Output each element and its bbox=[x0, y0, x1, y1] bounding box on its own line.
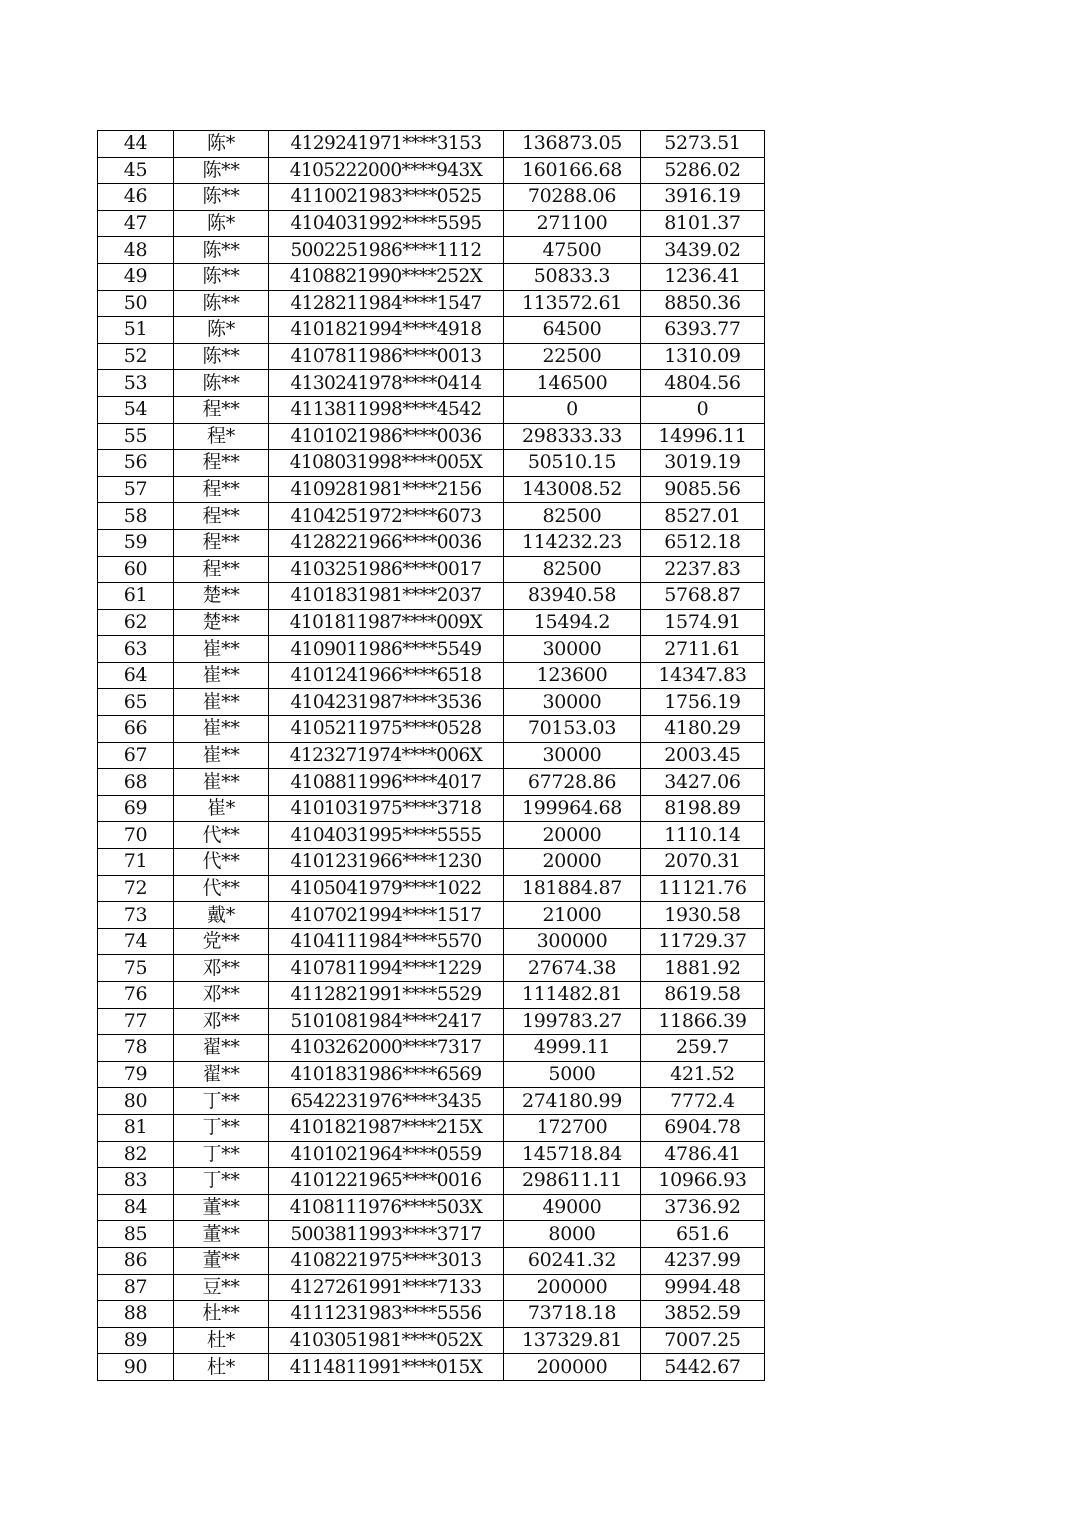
interest-cell: 1756.19 bbox=[641, 689, 765, 716]
name-cell: 董** bbox=[174, 1194, 269, 1221]
table-row bbox=[98, 450, 765, 477]
interest-cell: 3852.59 bbox=[641, 1301, 765, 1328]
name-cell: 陈* bbox=[174, 131, 269, 158]
id-number-cell: 4105041979****1022 bbox=[269, 875, 504, 902]
name-cell: 崔** bbox=[174, 742, 269, 769]
amount-cell: 47500 bbox=[504, 237, 641, 264]
interest-cell: 3427.06 bbox=[641, 769, 765, 796]
interest-cell: 5768.87 bbox=[641, 583, 765, 610]
interest-cell: 14347.83 bbox=[641, 662, 765, 689]
id-number-cell: 4123271974****006X bbox=[269, 742, 504, 769]
table-row bbox=[98, 343, 765, 370]
name-cell: 代** bbox=[174, 875, 269, 902]
amount-cell: 199783.27 bbox=[504, 1008, 641, 1035]
name-cell: 董** bbox=[174, 1221, 269, 1248]
row-number-cell: 71 bbox=[98, 849, 174, 876]
row-number-cell: 76 bbox=[98, 982, 174, 1009]
row-number-cell: 62 bbox=[98, 609, 174, 636]
table-row bbox=[98, 662, 765, 689]
name-cell: 崔** bbox=[174, 689, 269, 716]
amount-cell: 20000 bbox=[504, 849, 641, 876]
amount-cell: 200000 bbox=[504, 1274, 641, 1301]
row-number-cell: 57 bbox=[98, 476, 174, 503]
id-number-cell: 4101811987****009X bbox=[269, 609, 504, 636]
id-number-cell: 4104231987****3536 bbox=[269, 689, 504, 716]
amount-cell: 160166.68 bbox=[504, 157, 641, 184]
row-number-cell: 89 bbox=[98, 1327, 174, 1354]
amount-cell: 199964.68 bbox=[504, 795, 641, 822]
table-row bbox=[98, 290, 765, 317]
table-row bbox=[98, 423, 765, 450]
amount-cell: 300000 bbox=[504, 928, 641, 955]
id-number-cell: 4104031995****5555 bbox=[269, 822, 504, 849]
row-number-cell: 50 bbox=[98, 290, 174, 317]
interest-cell: 1310.09 bbox=[641, 343, 765, 370]
row-number-cell: 78 bbox=[98, 1035, 174, 1062]
id-number-cell: 4101221965****0016 bbox=[269, 1168, 504, 1195]
table-row bbox=[98, 1114, 765, 1141]
amount-cell: 4999.11 bbox=[504, 1035, 641, 1062]
table-row bbox=[98, 210, 765, 237]
name-cell: 陈** bbox=[174, 263, 269, 290]
id-number-cell: 4104031992****5595 bbox=[269, 210, 504, 237]
interest-cell: 5442.67 bbox=[641, 1354, 765, 1381]
row-number-cell: 47 bbox=[98, 210, 174, 237]
row-number-cell: 63 bbox=[98, 636, 174, 663]
interest-cell: 1881.92 bbox=[641, 955, 765, 982]
row-number-cell: 90 bbox=[98, 1354, 174, 1381]
id-number-cell: 4103251986****0017 bbox=[269, 556, 504, 583]
interest-cell: 2070.31 bbox=[641, 849, 765, 876]
row-number-cell: 80 bbox=[98, 1088, 174, 1115]
table-row bbox=[98, 1008, 765, 1035]
interest-cell: 1236.41 bbox=[641, 263, 765, 290]
name-cell: 翟** bbox=[174, 1035, 269, 1062]
row-number-cell: 85 bbox=[98, 1221, 174, 1248]
id-number-cell: 4103051981****052X bbox=[269, 1327, 504, 1354]
row-number-cell: 61 bbox=[98, 583, 174, 610]
interest-cell: 2237.83 bbox=[641, 556, 765, 583]
interest-cell: 7772.4 bbox=[641, 1088, 765, 1115]
amount-cell: 113572.61 bbox=[504, 290, 641, 317]
interest-cell: 6393.77 bbox=[641, 317, 765, 344]
name-cell: 代** bbox=[174, 822, 269, 849]
name-cell: 邓** bbox=[174, 955, 269, 982]
table-row bbox=[98, 902, 765, 929]
row-number-cell: 83 bbox=[98, 1168, 174, 1195]
id-number-cell: 4101831981****2037 bbox=[269, 583, 504, 610]
interest-cell: 5273.51 bbox=[641, 131, 765, 158]
row-number-cell: 69 bbox=[98, 795, 174, 822]
row-number-cell: 56 bbox=[98, 450, 174, 477]
amount-cell: 136873.05 bbox=[504, 131, 641, 158]
id-number-cell: 4101231966****1230 bbox=[269, 849, 504, 876]
table-row bbox=[98, 822, 765, 849]
table-row bbox=[98, 849, 765, 876]
row-number-cell: 53 bbox=[98, 370, 174, 397]
interest-cell: 9994.48 bbox=[641, 1274, 765, 1301]
table-row bbox=[98, 875, 765, 902]
row-number-cell: 46 bbox=[98, 184, 174, 211]
name-cell: 陈** bbox=[174, 370, 269, 397]
interest-cell: 4180.29 bbox=[641, 716, 765, 743]
id-number-cell: 4108221975****3013 bbox=[269, 1247, 504, 1274]
row-number-cell: 67 bbox=[98, 742, 174, 769]
row-number-cell: 59 bbox=[98, 529, 174, 556]
id-number-cell: 4104111984****5570 bbox=[269, 928, 504, 955]
amount-cell: 30000 bbox=[504, 689, 641, 716]
name-cell: 程* bbox=[174, 423, 269, 450]
row-number-cell: 72 bbox=[98, 875, 174, 902]
table-row bbox=[98, 795, 765, 822]
interest-cell: 8101.37 bbox=[641, 210, 765, 237]
id-number-cell: 4112821991****5529 bbox=[269, 982, 504, 1009]
interest-cell: 2003.45 bbox=[641, 742, 765, 769]
name-cell: 陈** bbox=[174, 157, 269, 184]
interest-cell: 1574.91 bbox=[641, 609, 765, 636]
table-row bbox=[98, 769, 765, 796]
row-number-cell: 48 bbox=[98, 237, 174, 264]
name-cell: 楚** bbox=[174, 583, 269, 610]
interest-cell: 6904.78 bbox=[641, 1114, 765, 1141]
id-number-cell: 4110021983****0525 bbox=[269, 184, 504, 211]
amount-cell: 21000 bbox=[504, 902, 641, 929]
amount-cell: 15494.2 bbox=[504, 609, 641, 636]
name-cell: 程** bbox=[174, 450, 269, 477]
amount-cell: 145718.84 bbox=[504, 1141, 641, 1168]
amount-cell: 172700 bbox=[504, 1114, 641, 1141]
amount-cell: 30000 bbox=[504, 742, 641, 769]
interest-cell: 3736.92 bbox=[641, 1194, 765, 1221]
interest-cell: 8619.58 bbox=[641, 982, 765, 1009]
table-row bbox=[98, 1194, 765, 1221]
amount-cell: 50510.15 bbox=[504, 450, 641, 477]
table-row bbox=[98, 529, 765, 556]
table-row bbox=[98, 396, 765, 423]
amount-cell: 298611.11 bbox=[504, 1168, 641, 1195]
table-row bbox=[98, 1035, 765, 1062]
amount-cell: 64500 bbox=[504, 317, 641, 344]
id-number-cell: 4114811991****015X bbox=[269, 1354, 504, 1381]
interest-cell: 1930.58 bbox=[641, 902, 765, 929]
amount-cell: 0 bbox=[504, 396, 641, 423]
id-number-cell: 4108031998****005X bbox=[269, 450, 504, 477]
interest-cell: 8527.01 bbox=[641, 503, 765, 530]
name-cell: 崔** bbox=[174, 636, 269, 663]
row-number-cell: 44 bbox=[98, 131, 174, 158]
id-number-cell: 4128211984****1547 bbox=[269, 290, 504, 317]
name-cell: 程** bbox=[174, 396, 269, 423]
interest-cell: 259.7 bbox=[641, 1035, 765, 1062]
row-number-cell: 81 bbox=[98, 1114, 174, 1141]
name-cell: 邓** bbox=[174, 982, 269, 1009]
amount-cell: 5000 bbox=[504, 1061, 641, 1088]
name-cell: 陈* bbox=[174, 317, 269, 344]
id-number-cell: 4101021964****0559 bbox=[269, 1141, 504, 1168]
id-number-cell: 4108811996****4017 bbox=[269, 769, 504, 796]
name-cell: 丁** bbox=[174, 1141, 269, 1168]
interest-cell: 9085.56 bbox=[641, 476, 765, 503]
interest-cell: 6512.18 bbox=[641, 529, 765, 556]
row-number-cell: 54 bbox=[98, 396, 174, 423]
interest-cell: 10966.93 bbox=[641, 1168, 765, 1195]
name-cell: 党** bbox=[174, 928, 269, 955]
amount-cell: 49000 bbox=[504, 1194, 641, 1221]
interest-cell: 0 bbox=[641, 396, 765, 423]
name-cell: 楚** bbox=[174, 609, 269, 636]
amount-cell: 67728.86 bbox=[504, 769, 641, 796]
id-number-cell: 4101031975****3718 bbox=[269, 795, 504, 822]
row-number-cell: 52 bbox=[98, 343, 174, 370]
row-number-cell: 64 bbox=[98, 662, 174, 689]
name-cell: 戴* bbox=[174, 902, 269, 929]
amount-cell: 83940.58 bbox=[504, 583, 641, 610]
id-number-cell: 4101821987****215X bbox=[269, 1114, 504, 1141]
name-cell: 崔** bbox=[174, 716, 269, 743]
amount-cell: 111482.81 bbox=[504, 982, 641, 1009]
table-row bbox=[98, 317, 765, 344]
name-cell: 陈* bbox=[174, 210, 269, 237]
row-number-cell: 88 bbox=[98, 1301, 174, 1328]
name-cell: 崔** bbox=[174, 662, 269, 689]
id-number-cell: 4105222000****943X bbox=[269, 157, 504, 184]
row-number-cell: 68 bbox=[98, 769, 174, 796]
amount-cell: 30000 bbox=[504, 636, 641, 663]
interest-cell: 11729.37 bbox=[641, 928, 765, 955]
name-cell: 崔** bbox=[174, 769, 269, 796]
table-row bbox=[98, 370, 765, 397]
id-number-cell: 4113811998****4542 bbox=[269, 396, 504, 423]
interest-cell: 1110.14 bbox=[641, 822, 765, 849]
id-number-cell: 4105211975****0528 bbox=[269, 716, 504, 743]
id-number-cell: 4104251972****6073 bbox=[269, 503, 504, 530]
amount-cell: 27674.38 bbox=[504, 955, 641, 982]
amount-cell: 146500 bbox=[504, 370, 641, 397]
table-row bbox=[98, 636, 765, 663]
row-number-cell: 55 bbox=[98, 423, 174, 450]
interest-cell: 3019.19 bbox=[641, 450, 765, 477]
amount-cell: 82500 bbox=[504, 503, 641, 530]
table-row bbox=[98, 131, 765, 158]
row-number-cell: 87 bbox=[98, 1274, 174, 1301]
id-number-cell: 4108821990****252X bbox=[269, 263, 504, 290]
name-cell: 程** bbox=[174, 476, 269, 503]
name-cell: 陈** bbox=[174, 237, 269, 264]
name-cell: 丁** bbox=[174, 1114, 269, 1141]
id-number-cell: 4127261991****7133 bbox=[269, 1274, 504, 1301]
name-cell: 程** bbox=[174, 503, 269, 530]
amount-cell: 200000 bbox=[504, 1354, 641, 1381]
name-cell: 代** bbox=[174, 849, 269, 876]
id-number-cell: 5101081984****2417 bbox=[269, 1008, 504, 1035]
id-number-cell: 4101021986****0036 bbox=[269, 423, 504, 450]
table-row bbox=[98, 1141, 765, 1168]
row-number-cell: 86 bbox=[98, 1247, 174, 1274]
name-cell: 丁** bbox=[174, 1168, 269, 1195]
table-row bbox=[98, 157, 765, 184]
id-number-cell: 4128221966****0036 bbox=[269, 529, 504, 556]
table-row bbox=[98, 716, 765, 743]
amount-cell: 143008.52 bbox=[504, 476, 641, 503]
row-number-cell: 79 bbox=[98, 1061, 174, 1088]
name-cell: 杜** bbox=[174, 1301, 269, 1328]
interest-cell: 14996.11 bbox=[641, 423, 765, 450]
name-cell: 豆** bbox=[174, 1274, 269, 1301]
row-number-cell: 77 bbox=[98, 1008, 174, 1035]
id-number-cell: 4109281981****2156 bbox=[269, 476, 504, 503]
row-number-cell: 70 bbox=[98, 822, 174, 849]
row-number-cell: 73 bbox=[98, 902, 174, 929]
table-row bbox=[98, 955, 765, 982]
id-number-cell: 4107811986****0013 bbox=[269, 343, 504, 370]
interest-cell: 2711.61 bbox=[641, 636, 765, 663]
name-cell: 陈** bbox=[174, 184, 269, 211]
row-number-cell: 82 bbox=[98, 1141, 174, 1168]
id-number-cell: 4109011986****5549 bbox=[269, 636, 504, 663]
name-cell: 丁** bbox=[174, 1088, 269, 1115]
row-number-cell: 66 bbox=[98, 716, 174, 743]
table-row bbox=[98, 1168, 765, 1195]
name-cell: 董** bbox=[174, 1247, 269, 1274]
table-row bbox=[98, 503, 765, 530]
interest-cell: 421.52 bbox=[641, 1061, 765, 1088]
row-number-cell: 84 bbox=[98, 1194, 174, 1221]
amount-cell: 8000 bbox=[504, 1221, 641, 1248]
table-row bbox=[98, 1088, 765, 1115]
table-row bbox=[98, 583, 765, 610]
id-number-cell: 4111231983****5556 bbox=[269, 1301, 504, 1328]
id-number-cell: 4103262000****7317 bbox=[269, 1035, 504, 1062]
amount-cell: 137329.81 bbox=[504, 1327, 641, 1354]
name-cell: 陈** bbox=[174, 290, 269, 317]
table-row bbox=[98, 237, 765, 264]
name-cell: 翟** bbox=[174, 1061, 269, 1088]
id-number-cell: 4107021994****1517 bbox=[269, 902, 504, 929]
amount-cell: 298333.33 bbox=[504, 423, 641, 450]
name-cell: 杜* bbox=[174, 1327, 269, 1354]
id-number-cell: 4130241978****0414 bbox=[269, 370, 504, 397]
id-number-cell: 5002251986****1112 bbox=[269, 237, 504, 264]
interest-cell: 5286.02 bbox=[641, 157, 765, 184]
amount-cell: 73718.18 bbox=[504, 1301, 641, 1328]
id-number-cell: 4101241966****6518 bbox=[269, 662, 504, 689]
table-row bbox=[98, 982, 765, 1009]
table-row bbox=[98, 184, 765, 211]
amount-cell: 70153.03 bbox=[504, 716, 641, 743]
amount-cell: 114232.23 bbox=[504, 529, 641, 556]
amount-cell: 22500 bbox=[504, 343, 641, 370]
row-number-cell: 49 bbox=[98, 263, 174, 290]
row-number-cell: 60 bbox=[98, 556, 174, 583]
name-cell: 程** bbox=[174, 556, 269, 583]
table-row bbox=[98, 1327, 765, 1354]
amount-cell: 123600 bbox=[504, 662, 641, 689]
amount-cell: 181884.87 bbox=[504, 875, 641, 902]
row-number-cell: 74 bbox=[98, 928, 174, 955]
id-number-cell: 4107811994****1229 bbox=[269, 955, 504, 982]
table-row bbox=[98, 742, 765, 769]
interest-cell: 3439.02 bbox=[641, 237, 765, 264]
table-row bbox=[98, 689, 765, 716]
interest-cell: 4804.56 bbox=[641, 370, 765, 397]
amount-cell: 60241.32 bbox=[504, 1247, 641, 1274]
id-number-cell: 4129241971****3153 bbox=[269, 131, 504, 158]
table-row bbox=[98, 609, 765, 636]
interest-cell: 651.6 bbox=[641, 1221, 765, 1248]
name-cell: 崔* bbox=[174, 795, 269, 822]
id-number-cell: 6542231976****3435 bbox=[269, 1088, 504, 1115]
table-row bbox=[98, 1274, 765, 1301]
row-number-cell: 75 bbox=[98, 955, 174, 982]
table-row bbox=[98, 1221, 765, 1248]
name-cell: 邓** bbox=[174, 1008, 269, 1035]
table-row bbox=[98, 1247, 765, 1274]
row-number-cell: 58 bbox=[98, 503, 174, 530]
table-body bbox=[98, 131, 765, 1381]
id-number-cell: 4101831986****6569 bbox=[269, 1061, 504, 1088]
amount-cell: 82500 bbox=[504, 556, 641, 583]
row-number-cell: 45 bbox=[98, 157, 174, 184]
table-row bbox=[98, 1354, 765, 1381]
id-number-cell: 5003811993****3717 bbox=[269, 1221, 504, 1248]
row-number-cell: 65 bbox=[98, 689, 174, 716]
interest-cell: 3916.19 bbox=[641, 184, 765, 211]
table-row bbox=[98, 1061, 765, 1088]
amount-cell: 274180.99 bbox=[504, 1088, 641, 1115]
interest-cell: 4786.41 bbox=[641, 1141, 765, 1168]
row-number-cell: 51 bbox=[98, 317, 174, 344]
amount-cell: 50833.3 bbox=[504, 263, 641, 290]
name-cell: 程** bbox=[174, 529, 269, 556]
table-row bbox=[98, 263, 765, 290]
table-row bbox=[98, 476, 765, 503]
interest-cell: 11121.76 bbox=[641, 875, 765, 902]
id-number-cell: 4108111976****503X bbox=[269, 1194, 504, 1221]
table-row bbox=[98, 1301, 765, 1328]
interest-cell: 11866.39 bbox=[641, 1008, 765, 1035]
amount-cell: 20000 bbox=[504, 822, 641, 849]
amount-cell: 70288.06 bbox=[504, 184, 641, 211]
data-table bbox=[97, 130, 765, 1381]
amount-cell: 271100 bbox=[504, 210, 641, 237]
interest-cell: 4237.99 bbox=[641, 1247, 765, 1274]
interest-cell: 8198.89 bbox=[641, 795, 765, 822]
interest-cell: 7007.25 bbox=[641, 1327, 765, 1354]
id-number-cell: 4101821994****4918 bbox=[269, 317, 504, 344]
table-row bbox=[98, 556, 765, 583]
name-cell: 陈** bbox=[174, 343, 269, 370]
table-row bbox=[98, 928, 765, 955]
interest-cell: 8850.36 bbox=[641, 290, 765, 317]
name-cell: 杜* bbox=[174, 1354, 269, 1381]
